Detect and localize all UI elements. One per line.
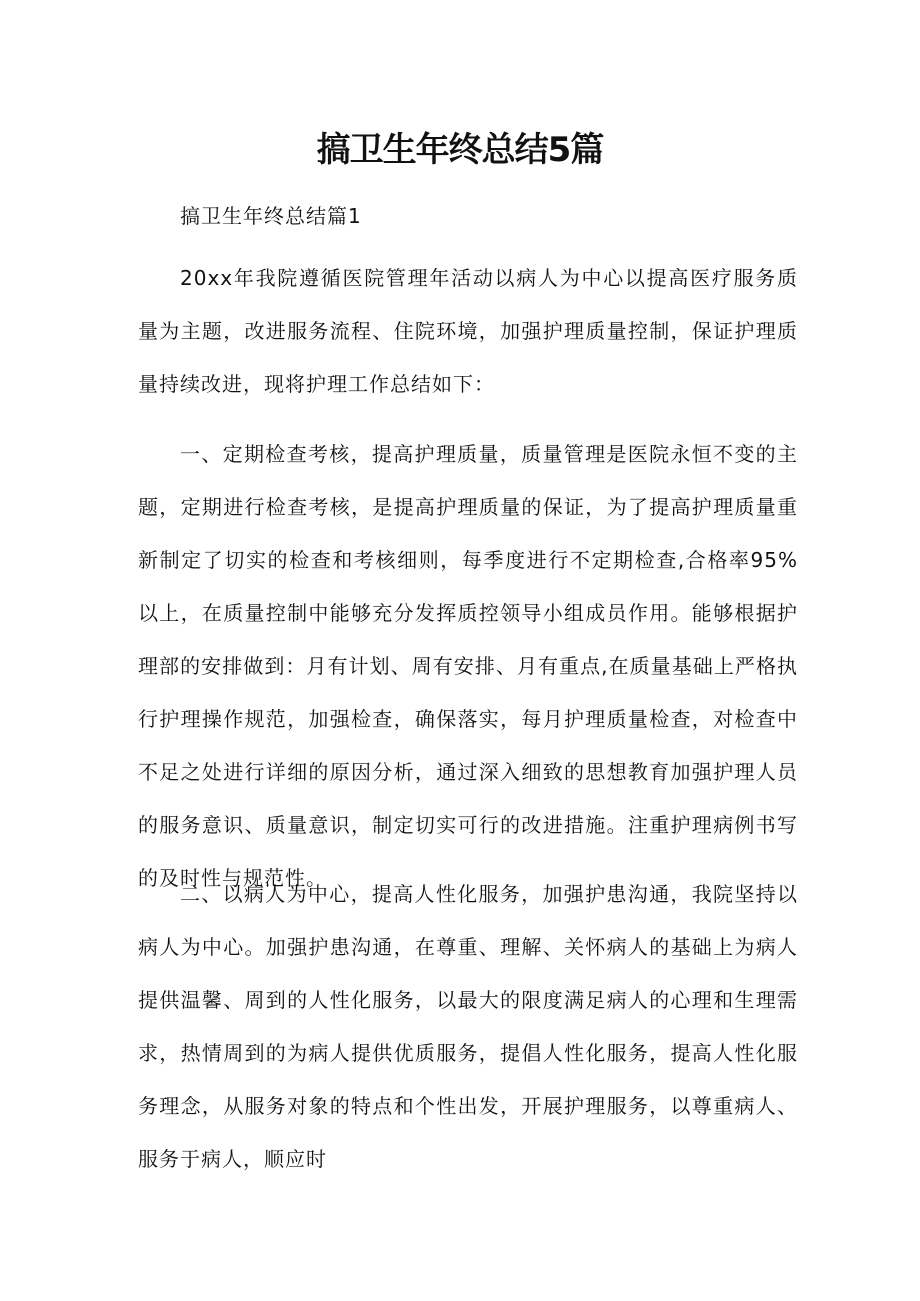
section-heading: 搞卫生年终总结篇1 [180,204,362,228]
paragraph-point-two: 二、以病人为中心，提高人性化服务，加强护患沟通，我院坚持以病人为中心。加强护患沟通，在尊重、理解、关怀病人的基础上为病人提供温馨、周到的人性化服务，以最大的限度满足病人的心理和生理需求，热情周到的为病人提供优质服务，提倡人性化服务，提高人性化服务理念，从服务对象的特点和个性出发，开展护理服务，以尊重病人、服务于病人，顺应时 [138,882,798,1171]
paragraph-intro: 20xx年我院遵循医院管理年活动以病人为中心以提高医疗服务质量为主题，改进服务流程、住院环境，加强护理质量控制，保证护理质量持续改进，现将护理工作总结如下： [138,266,798,396]
paragraph-point-one: 一、定期检查考核，提高护理质量，质量管理是医院永恒不变的主题，定期进行检查考核，是提高护理质量的保证，为了提高护理质量重新制定了切实的检查和考核细则，每季度进行不定期检查,合格率95%以上，在质量控制中能够充分发挥质控领导小组成员作用。能够根据护理部的安排做到：月有计划、周有安排、月有重点,在质量基础上严格执行护理操作规范，加强检查，确保落实，每月护理质量检查，对检查中不足之处进行详细的原因分析，通过深入细致的思想教育加强护理人员的服务意识、质量意识，制定切实可行的改进措施。注重护理病例书写的及时性与规范性。 [138,442,798,890]
document-title: 搞卫生年终总结5篇 [316,130,604,170]
